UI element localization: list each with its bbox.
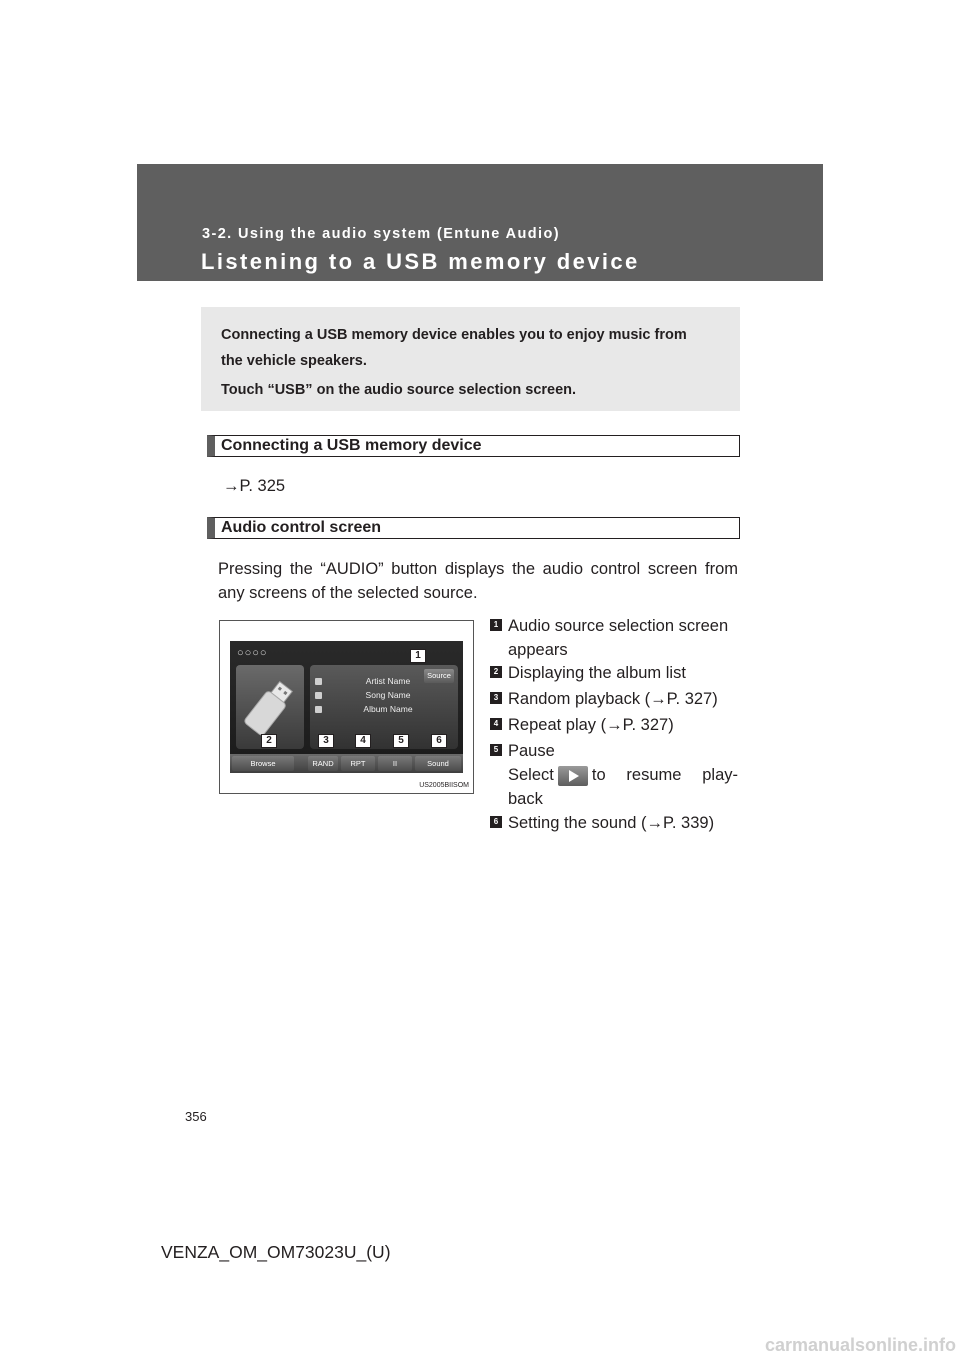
pause-button[interactable]: II — [378, 756, 412, 771]
audio-control-paragraph — [218, 557, 738, 605]
section-label: 3-2. Using the audio system (Entune Audio) — [202, 226, 560, 242]
intro-line-2: the vehicle speakers. — [221, 353, 367, 369]
audio-screen-illustration — [219, 620, 474, 794]
reference-p325: →P. 325 — [223, 477, 286, 495]
legend-number-3: 3 — [490, 692, 502, 704]
callout-4: 4 — [355, 734, 371, 748]
artist-name: Artist Name — [365, 676, 411, 686]
intro-line-1: Connecting a USB memory device enables you to enjoy music from — [221, 327, 687, 343]
album-name: Album Name — [363, 704, 413, 714]
legend-item-1 — [490, 614, 740, 662]
sound-button[interactable]: Sound — [415, 756, 461, 771]
legend-text-6: Setting the sound (→P. 339) — [508, 814, 715, 832]
callout-6: 6 — [431, 734, 447, 748]
legend-number-2: 2 — [490, 666, 502, 678]
artist-icon — [315, 678, 322, 685]
legend-text-5c: back — [508, 790, 543, 808]
browse-button[interactable]: Browse — [232, 756, 294, 771]
legend-select-word: Select — [508, 766, 554, 784]
rpt-button[interactable]: RPT — [341, 756, 375, 771]
callout-2: 2 — [261, 734, 277, 748]
album-icon — [315, 706, 322, 713]
legend-item-6 — [490, 811, 740, 835]
image-code: US2005BIISOM — [419, 782, 469, 789]
legend-item-5 — [490, 739, 740, 811]
legend-item-4 — [490, 713, 740, 737]
callout-3: 3 — [318, 734, 334, 748]
rand-button[interactable]: RAND — [308, 756, 338, 771]
legend-text-2: Displaying the album list — [508, 664, 686, 682]
paragraph-line-1: Pressing the “AUDIO” button displays the audio control screen from — [218, 560, 738, 578]
song-name: Song Name — [365, 690, 411, 700]
legend-item-2 — [490, 661, 740, 685]
legend-text-3: Random playback (→P. 327) — [508, 690, 718, 708]
play-icon — [558, 766, 588, 786]
subhead-audio-control: Audio control screen — [207, 517, 740, 539]
legend-text-5a: Pause — [508, 742, 555, 760]
intro-line-3: Touch “USB” on the audio source selection screen. — [221, 382, 577, 398]
paragraph-line-2: any screens of the selected source. — [218, 584, 478, 602]
page-number: 356 — [185, 1109, 207, 1124]
legend-text-4: Repeat play (→P. 327) — [508, 716, 674, 734]
legend-number-5: 5 — [490, 744, 502, 756]
legend-text-1a: Audio source selection screen — [508, 617, 729, 635]
screen-bottom-bar — [230, 754, 463, 773]
callout-5: 5 — [393, 734, 409, 748]
source-button[interactable]: Source — [424, 669, 454, 683]
screen-dots: ○○○○ — [237, 647, 268, 659]
subhead-connecting: Connecting a USB memory device — [207, 435, 740, 457]
audio-screen — [230, 641, 463, 773]
legend-text-5b — [508, 763, 738, 787]
intro-box — [201, 307, 740, 411]
legend-number-1: 1 — [490, 619, 502, 631]
page-title: Listening to a USB memory device — [201, 249, 640, 274]
legend-number-6: 6 — [490, 816, 502, 828]
watermark: carmanualsonline.info — [764, 1335, 956, 1355]
music-note-icon — [315, 692, 322, 699]
document-code: VENZA_OM_OM73023U_(U) — [161, 1242, 391, 1262]
legend-number-4: 4 — [490, 718, 502, 730]
legend-text-1b: appears — [508, 641, 568, 659]
legend-resume-text: to resume play- — [591, 766, 738, 784]
callout-1: 1 — [410, 649, 426, 663]
legend-item-3 — [490, 687, 740, 711]
